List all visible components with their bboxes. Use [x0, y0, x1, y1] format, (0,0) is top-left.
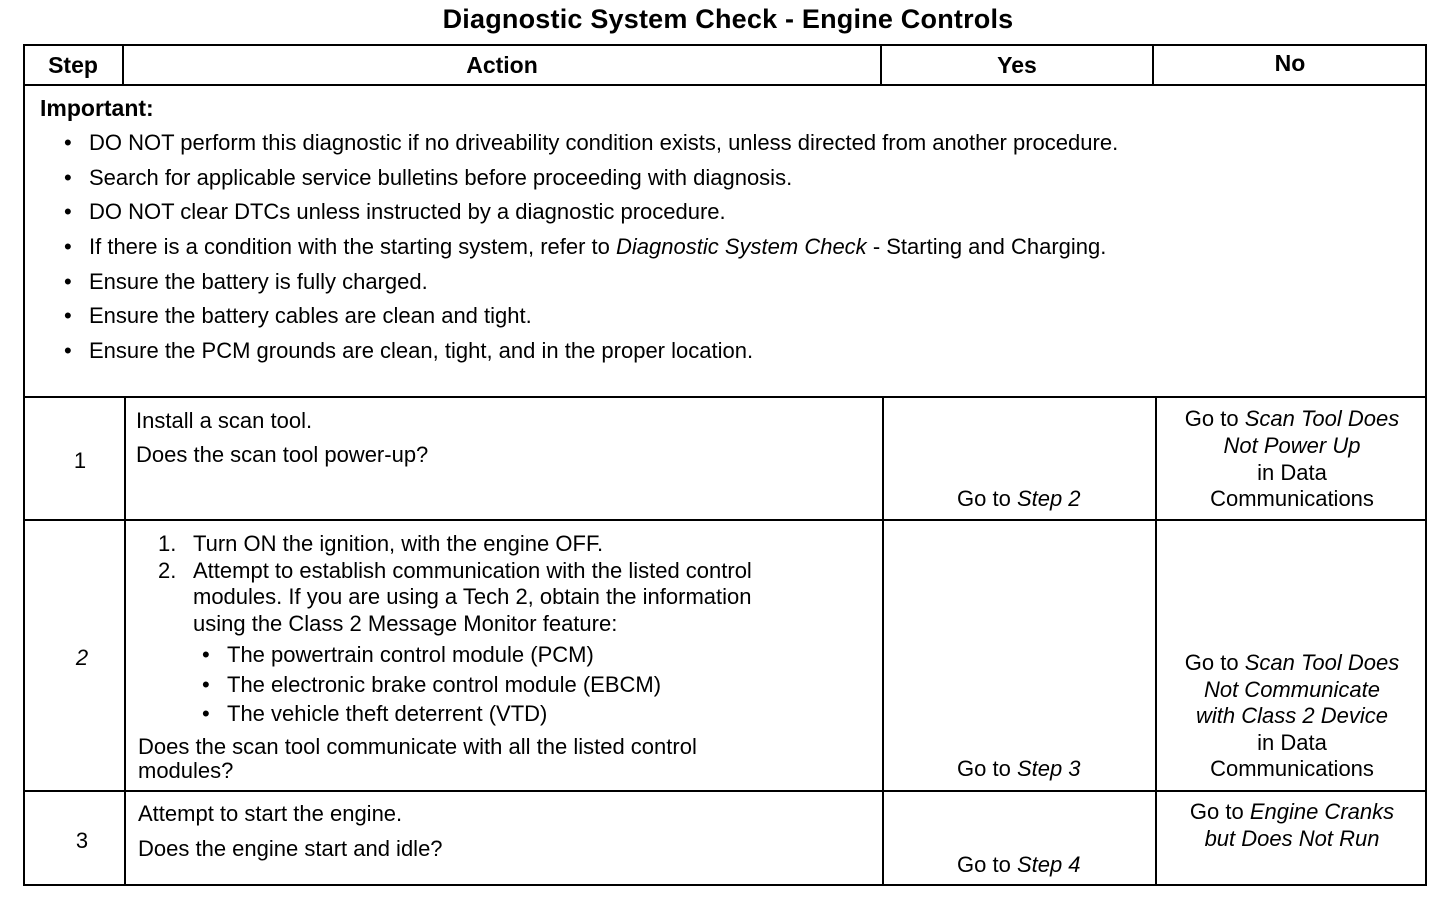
important-label: Important: [40, 95, 154, 121]
header-step: Step [48, 52, 98, 78]
row2-numbered-list [158, 531, 752, 637]
important-list [64, 128, 1118, 371]
row2-modules-list [202, 640, 661, 729]
list-item: 2. Attempt to establish communication with the listed control [158, 557, 752, 583]
row1-yes: Go to Step 2 [957, 486, 1081, 511]
row3-no: Go to Engine Cranks but Does Not Run [1189, 799, 1395, 851]
step-number-3: 3 [75, 828, 89, 853]
list-item: • Ensure the PCM grounds are clean, tight, and in the proper location. [64, 338, 754, 364]
step-number-2: 2 [75, 645, 89, 670]
row1-action-line2: Does the scan tool power-up? [136, 442, 429, 467]
list-item: 1. Turn ON the ignition, with the engine OFF. [158, 531, 604, 556]
row3-action-line2: Does the engine start and idle? [138, 836, 443, 861]
header-no: No [1274, 50, 1306, 76]
list-item: • The powertrain control module (PCM) [202, 642, 594, 667]
list-item: • The electronic brake control module (EBCM) [202, 671, 662, 697]
col-divider-yes [1155, 396, 1157, 886]
list-item: • Ensure the battery cables are clean and tight. [64, 303, 532, 329]
row2-question-line2: modules? [138, 758, 234, 783]
list-item: • DO NOT clear DTCs unless instructed by a diagnostic procedure. [64, 199, 726, 225]
header-bottom-line [23, 84, 1427, 86]
list-item: • DO NOT perform this diagnostic if no driveability condition exists, unless directed from another procedure. [64, 130, 1119, 155]
row3-action-line1: Attempt to start the engine. [138, 801, 403, 826]
col-divider-action [882, 396, 884, 886]
row2-no: Go to Scan Tool Does Not Communicate with Class 2 Device in Data Communications [1184, 650, 1400, 782]
header-yes: Yes [997, 52, 1037, 78]
list-item: • The vehicle theft deterrent (VTD) [202, 701, 548, 726]
row1-no: Go to Scan Tool Does Not Power Up in Data Communications [1184, 406, 1400, 512]
important-bottom-line [23, 396, 1427, 398]
list-item-continued: using the Class 2 Message Monitor feature: [193, 610, 618, 636]
list-item: • Search for applicable service bulletins before proceeding with diagnosis. [64, 164, 793, 190]
list-item: • If there is a condition with the starting system, refer to Diagnostic System Check - Starting and Charging. [64, 234, 1107, 260]
row2-question-line1: Does the scan tool communicate with all the listed control [138, 734, 697, 759]
row1-action-line1: Install a scan tool. [136, 408, 313, 433]
list-item-continued: modules. If you are using a Tech 2, obtain the information [193, 584, 752, 609]
list-item: • Ensure the battery is fully charged. [64, 268, 428, 294]
starting-reference: Diagnostic System Check [616, 234, 867, 260]
row-divider-2 [23, 790, 1427, 792]
page-title: Diagnostic System Check - Engine Controls [442, 4, 1014, 34]
header-action: Action [466, 52, 538, 78]
row-divider-1 [23, 519, 1427, 521]
row2-yes: Go to Step 3 [957, 756, 1081, 781]
step-number-1: 1 [73, 448, 87, 473]
row3-yes: Go to Step 4 [957, 852, 1081, 877]
